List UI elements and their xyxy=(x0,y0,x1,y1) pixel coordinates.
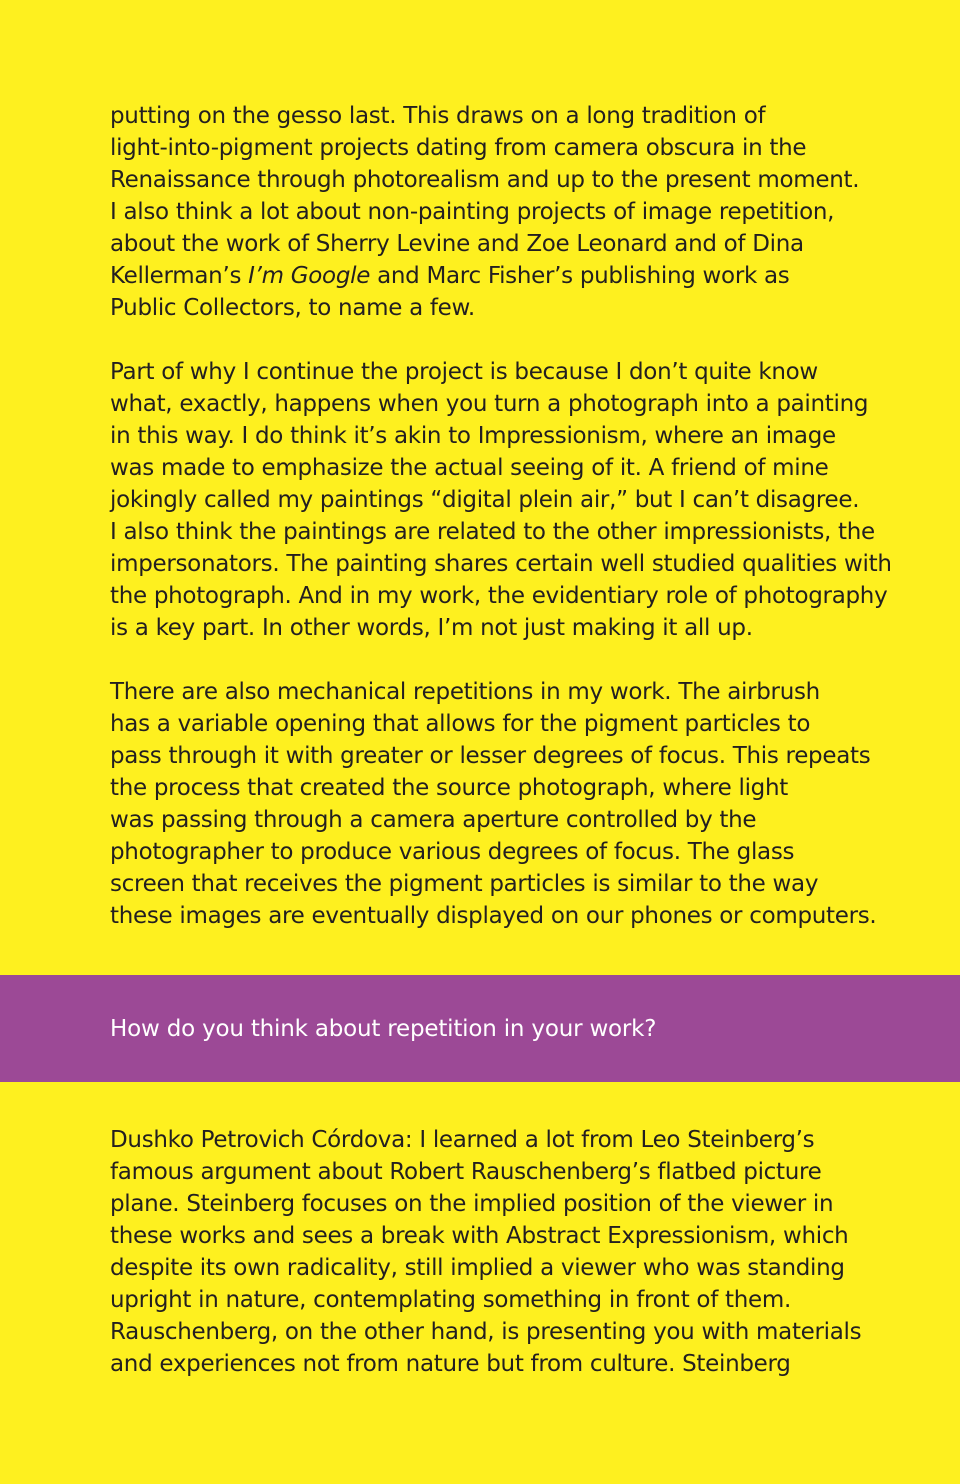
text-line: was made to emphasize the actual seeing of it. A friend of mine xyxy=(110,455,829,481)
text-line: and experiences not from nature but from culture. Steinberg xyxy=(110,1351,791,1377)
text-line: in this way. I do think it’s akin to Impressionism, where an image xyxy=(110,423,836,449)
text-line: putting on the gesso last. This draws on a long tradition of xyxy=(110,103,766,129)
text-line: the process that created the source photograph, where light xyxy=(110,775,788,801)
text-line: Rauschenberg, on the other hand, is presenting you with materials xyxy=(110,1319,862,1345)
text-line: I also think a lot about non-painting projects of image repetition, xyxy=(110,199,835,225)
text-line: was passing through a camera aperture controlled by the xyxy=(110,807,757,833)
text-line: jokingly called my paintings “digital plein air,” but I can’t disagree. xyxy=(110,487,860,513)
text-line: Renaissance through photorealism and up to the present moment. xyxy=(110,167,860,193)
text-fragment: and Marc Fisher’s publishing work as xyxy=(370,263,790,289)
text-line: Public Collectors, to name a few. xyxy=(110,295,475,321)
paragraph-gesso-tradition xyxy=(110,100,880,324)
text-line: despite its own radicality, still implied a viewer who was standing xyxy=(110,1255,845,1281)
text-line: upright in nature, contemplating something in front of them. xyxy=(110,1287,791,1313)
italic-title: I’m Google xyxy=(248,263,371,289)
text-fragment: Kellerman’s xyxy=(110,263,249,289)
text-line: Part of why I continue the project is because I don’t quite know xyxy=(110,359,818,385)
paragraph-why-continue xyxy=(110,356,892,644)
paragraph-mechanical-repetitions xyxy=(110,676,880,932)
text-line: these works and sees a break with Abstract Expressionism, which xyxy=(110,1223,849,1249)
text-line: famous argument about Robert Rauschenberg’s flatbed picture xyxy=(110,1159,822,1185)
text-line: about the work of Sherry Levine and Zoe Leonard and of Dina xyxy=(110,231,804,257)
text-line: photographer to produce various degrees of focus. The glass xyxy=(110,839,795,865)
text-line: light-into-pigment projects dating from camera obscura in the xyxy=(110,135,807,161)
text-line: pass through it with greater or lesser degrees of focus. This repeats xyxy=(110,743,871,769)
interview-question: How do you think about repetition in your work? xyxy=(110,1016,657,1042)
text-line xyxy=(110,260,880,292)
text-line: Dushko Petrovich Córdova: I learned a lot from Leo Steinberg’s xyxy=(110,1127,815,1153)
text-line: plane. Steinberg focuses on the implied position of the viewer in xyxy=(110,1191,834,1217)
paragraph-answer-steinberg xyxy=(110,1124,880,1380)
text-line: There are also mechanical repetitions in my work. The airbrush xyxy=(110,679,820,705)
text-line: what, exactly, happens when you turn a photograph into a painting xyxy=(110,391,869,417)
text-line: is a key part. In other words, I’m not just making it all up. xyxy=(110,615,753,641)
text-line: the photograph. And in my work, the evidentiary role of photography xyxy=(110,583,888,609)
text-line: impersonators. The painting shares certain well studied qualities with xyxy=(110,551,892,577)
text-line: these images are eventually displayed on our phones or computers. xyxy=(110,903,877,929)
text-line: screen that receives the pigment particles is similar to the way xyxy=(110,871,819,897)
text-line: has a variable opening that allows for the pigment particles to xyxy=(110,711,811,737)
text-line: I also think the paintings are related to the other impressionists, the xyxy=(110,519,875,545)
